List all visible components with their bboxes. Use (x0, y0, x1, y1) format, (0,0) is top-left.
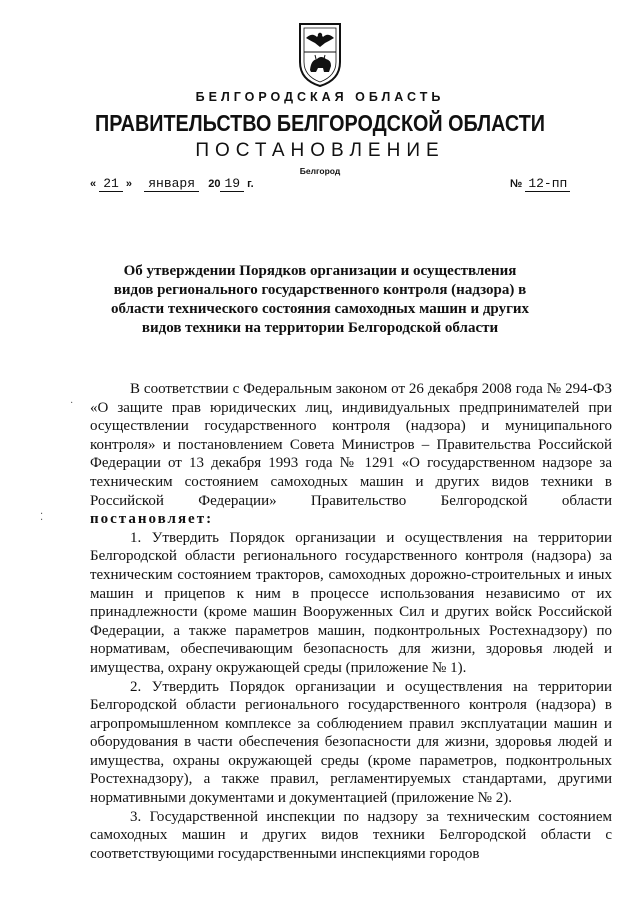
decree-word: постановляет: (90, 511, 214, 528)
coat-of-arms-icon (298, 22, 342, 88)
preamble-paragraph (90, 380, 612, 529)
city-name: Белгород (299, 166, 341, 176)
number-value: 12-пп (525, 176, 570, 192)
clause-1: 1. Утвердить Порядок организации и осуществления на территории Белгородской области регионального государственного контроля (надзора) за техническим состоянием тракторов, самоходных дорожно-строительных и иных машин и прицепов к ним в процессе использования независимо от их принадлежности (кроме машин Вооруженных Сил и других войск Российской Федерации, а также параметров машин, подконтрольных Ростехнадзору) по нормативам, обеспечивающим безопасность для жизни, здоровья людей и имущества, охрану окружающей среды (приложение № 1). (90, 529, 612, 676)
decree-number (510, 176, 570, 191)
date-year-suffix: 19 (220, 176, 244, 192)
document-body (90, 380, 612, 863)
document-title: Об утверждении Порядков организации и осуществления видов регионального государственного контроля (надзора) в области технического состояния самоходных машин и других видов техники на территории Белгородской области (110, 263, 530, 336)
decree-date (90, 176, 254, 191)
preamble-text: В соответствии с Федеральным законом от 26 декабря 2008 года № 294-ФЗ «О защите прав юридических лиц, индивидуальных предпринимателей при осуществлении государственного контроля (надзора) и муниципального контроля» и постановлением Совета Министров – Правительства Российской Федерации от 13 декабря 1993 года № 1291 «О государственном надзоре за техническим состоянием самоходных машин и других видов техники в Российской Федерации» Правительство Белгородской области (90, 381, 612, 509)
date-open-quote: « (90, 178, 97, 190)
government-name: ПРАВИТЕЛЬСТВО БЕЛГОРОДСКОЙ ОБЛАСТИ (95, 110, 545, 136)
document-type: ПОСТАНОВЛЕНИЕ (195, 140, 445, 161)
date-year-unit: г. (247, 178, 254, 190)
date-day: 21 (99, 176, 123, 192)
region-name: БЕЛГОРОДСКАЯ ОБЛАСТЬ (195, 90, 445, 104)
scan-mark: ⁚ (40, 512, 44, 523)
scan-mark: · (70, 398, 74, 409)
clause-3: 3. Государственной инспекции по надзору за техническим состоянием самоходных машин и других видов техники Белгородской области с соответствующими государственными инспекциями городов (90, 808, 612, 862)
date-close-quote: » (125, 178, 132, 190)
date-year-prefix: 20 (208, 178, 221, 190)
number-label: № (510, 178, 523, 190)
date-month: января (144, 176, 199, 192)
clause-2: 2. Утвердить Порядок организации и осуществления на территории Белгородской области регионального государственного контроля (надзора) в агропромышленном комплексе за соблюдением правил эксплуатации машин и оборудования в части обеспечения безопасности для жизни, здоровья людей и имущества, охраны окружающей среды (кроме параметров, подконтрольных Ростехнадзору), а также правил, регламентируемых стандартами, другими нормативными документами и документацией (приложение № 2). (90, 678, 612, 807)
